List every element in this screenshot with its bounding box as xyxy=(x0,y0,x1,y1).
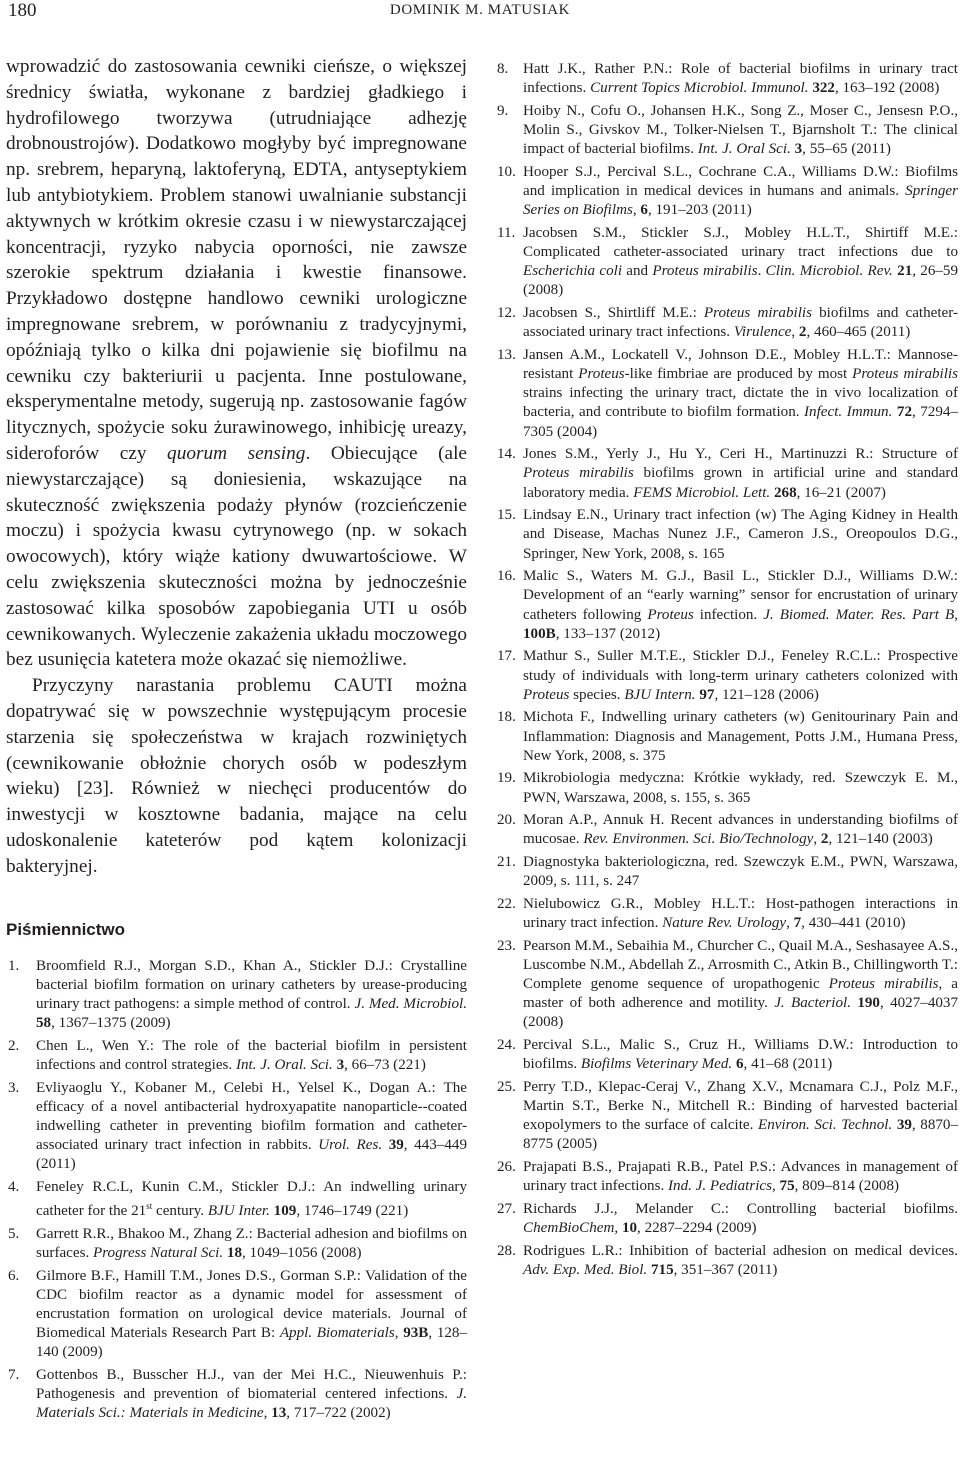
reference-text: Pearson M.M., Sebaihia M., Churcher C., Quail M.A., Seshasayee A.S., Luscombe N.M., Abdellah Z., Arrosmith C., Atkin B., Chillingworth T.: Complete genome sequence of uropathogenic Proteus mirabilis, a master of both adherence and motility. J. Bacteriol. 190, 4027–4037 (2008) xyxy=(523,937,959,1031)
paragraph-1: wprowadzić do zastosowania cewniki cieńsze, o większej średnicy światła, wykonane z bardziej gładkiego i hydrofilowego tworzywa (utrudniające adhezję drobnoustrojów). Dodatkowo mogłyby być impregnowane np. srebrem, heparyną, laktoferyną, EDTA, antyseptykiem lub antybiotykiem. Problem stanowi uwalnianie substancji aktywnych w krótkim okresie czasu i w niewystarczającej koncentracji, ryzyko nabycia oporności, nie zawsze szerokie spektrum działania i kwestie finansowe. Przykładowo dostępne handlowo cewniki urologiczne impregnowane srebrem, w porównaniu z tradycyjnymi, opóźniają tylko o kilka dni pojawienie się biofilmu na cewniku czy bakteriurii u pacjenta. Inne postulowane, eksperymentalne metody, sugerują np. zastosowanie fagów litycznych, spożycie soku żurawinowego, inhibicję ureazy, sideroforów czy quorum sensing. Obiecujące (ale niewystarczające) są doniesienia, wskazujące na skuteczność zwiększenia podaży płynów (rozcieńczenie moczu) i spożycia kwasu cytrynowego (np. w sokach owocowych), który wiąże kationy dwuwartościowe. W celu zwiększenia skuteczności można by jednocześnie zastosować kilka sposobów zapobiegania UTI u osób cewnikowanych. Wyleczenie zakażenia układu moczowego bez usunięcia katetera może okazać się niemożliwe. xyxy=(6,56,467,671)
reference-number: 12. xyxy=(497,305,516,321)
reference-text: Mikrobiologia medyczna: Krótkie wykłady, red. Szewczyk E. M., PWN, Warszawa, 2008, s. 155, s. 365 xyxy=(523,770,958,806)
reference-text: Percival S.L., Malic S., Cruz H., Williams D.W.: Introduction to biofilms. Biofilms Veterinary Med. 6, 41–68 (2011) xyxy=(523,1037,958,1073)
reference-number: 18. xyxy=(497,709,516,726)
reference-text: Mathur S., Suller M.T.E., Stickler D.J., Feneley R.C.L.: Prospective study of individuals with long-term urinary catheters colonized with Proteus species. BJU Intern. 97, 121–128 (2006) xyxy=(523,648,958,703)
reference-item xyxy=(497,853,958,891)
reference-text: Lindsay E.N., Urinary tract infection (w) The Aging Kidney in Health and Disease, Machas Nunez J.F., Cameron J.S., Oreopoulos D.G., Springer, New York, 2008, s. 165 xyxy=(523,507,958,562)
reference-item xyxy=(8,1267,467,1363)
reference-item xyxy=(497,224,958,301)
reference-item xyxy=(497,937,958,1033)
reference-text: Feneley R.C.L, Kunin C.M., Stickler D.J.: An indwelling urinary catheter for the 21st century. BJU Inter. 109, 1746–1749 (221) xyxy=(36,1178,467,1220)
reference-item xyxy=(497,346,958,442)
reference-item xyxy=(497,1078,958,1155)
reference-item xyxy=(497,445,958,503)
reference-number: 24. xyxy=(497,1037,516,1053)
reference-number: 19. xyxy=(497,770,516,787)
reference-number: 4. xyxy=(8,1178,20,1195)
reference-text: Michota F., Indwelling urinary catheters (w) Genitourinary Pain and Inflammation: Diagnosis and Management, Potts J.M., Humana Press, New York, 2008, s. 375 xyxy=(523,709,958,764)
reference-item xyxy=(497,163,958,221)
reference-number: 21. xyxy=(497,854,516,870)
reference-text: Jacobsen S., Shirtliff M.E.: Proteus mirabilis biofilms and catheter-associated urinary tract infections. Virulence, 2, 460–465 (2011) xyxy=(523,305,958,341)
reference-item xyxy=(497,708,958,766)
reference-number: 28. xyxy=(497,1242,516,1259)
reference-item xyxy=(497,1158,958,1196)
reference-number: 25. xyxy=(497,1078,516,1095)
reference-number: 5. xyxy=(8,1225,20,1242)
reference-text: Nielubowicz G.R., Mobley H.L.T.: Host-pathogen interactions in urinary tract infection. Nature Rev. Urology, 7, 430–441 (2010) xyxy=(523,895,958,931)
reference-number: 26. xyxy=(497,1159,516,1175)
reference-text: Gilmore B.F., Hamill T.M., Jones D.S., Gorman S.P.: Validation of the CDC biofilm reactor as a dynamic model for assessment of encrustation formation on urological device materials. Journal of Biomedical Materials Research Part B: Appl. Biomaterials, 93B, 128–140 (2009) xyxy=(36,1267,468,1361)
reference-list-right xyxy=(497,60,958,1280)
reference-item xyxy=(497,102,958,160)
reference-number: 9. xyxy=(497,102,509,119)
reference-text: Hooper S.J., Percival S.L., Cochrane C.A., Williams D.W.: Biofilms and implication in medical devices in humans and animals. Springer Series on Biofilms, 6, 191–203 (2011) xyxy=(523,163,958,219)
reference-text: Broomfield R.J., Morgan S.D., Khan A., Stickler D.J.: Crystalline bacterial biofilm formation on urinary catheters by urease-producing urinary tract pathogens: a simple method of control. J. Med. Microbiol. 58, 1367–1375 (2009) xyxy=(36,957,467,1032)
reference-text: Hatt J.K., Rather P.N.: Role of bacterial biofilms in urinary tract infections. Current Topics Microbiol. Immunol. 322, 163–192 (2008) xyxy=(523,61,958,97)
reference-number: 10. xyxy=(497,163,516,180)
reference-text: Garrett R.R., Bhakoo M., Zhang Z.: Bacterial adhesion and biofilms on surfaces. Progress Natural Sci. 18, 1049–1056 (2008) xyxy=(36,1225,467,1261)
references-heading: Piśmiennictwo xyxy=(6,919,126,939)
reference-number: 2. xyxy=(8,1037,20,1054)
body-text xyxy=(6,54,467,880)
reference-item xyxy=(8,1079,467,1175)
reference-text: Malic S., Waters M. G.J., Basil L., Stickler D.J., Williams D.W.: Development of an “early warning” sensor for encrustation of urinary catheters following Proteus infection. J. Biomed. Mater. Res. Part B, 100B, 133–137 (2012) xyxy=(523,568,959,642)
reference-number: 15. xyxy=(497,507,516,524)
reference-text: Hoiby N., Cofu O., Johansen H.K., Song Z., Moser C., Jensesn P.O., Molin S., Givskov M., Tolker-Nielsen T., Bjarnsholt T.: The clinical impact of bacterial biofilms. Int. J. Oral Sci. 3, 55–65 (2011) xyxy=(523,102,958,158)
reference-item xyxy=(8,1366,467,1424)
reference-number: 27. xyxy=(497,1200,516,1217)
reference-number: 16. xyxy=(497,568,516,585)
reference-item xyxy=(497,647,958,705)
reference-item xyxy=(497,769,958,807)
reference-item xyxy=(497,60,958,98)
running-head: DOMINIK M. MATUSIAK xyxy=(389,2,571,18)
reference-number: 7. xyxy=(8,1366,20,1383)
reference-number: 23. xyxy=(497,937,516,954)
reference-item xyxy=(497,506,958,564)
reference-item xyxy=(8,1225,467,1263)
reference-text: Jacobsen S.M., Stickler S.J., Mobley H.L.T., Shirtiff M.E.: Complicated catheter-associated urinary tract infections due to Escherichia coli and Proteus mirabilis. Clin. Microbiol. Rev. 21, 26–59 (2008) xyxy=(523,224,959,299)
left-column xyxy=(6,54,467,1427)
page-header xyxy=(0,0,960,30)
paragraph-2: Przyczyny narastania problemu CAUTI można dopatrywać się w powszechnie występującym procesie starzenia się społeczeństwa w krajach rozwiniętych (cewnikowanie obłożnie chorych osób w podeszłym wieku) [23]. Również w niechęci producentów do inwestycji w kosztowne badania, mające na celu udoskonalenie kateterów pod kątem kolonizacji bakteryjnej. xyxy=(6,675,467,877)
reference-number: 3. xyxy=(8,1079,20,1096)
reference-number: 1. xyxy=(8,957,20,974)
reference-number: 11. xyxy=(497,224,516,241)
reference-list-left xyxy=(8,957,467,1424)
reference-number: 13. xyxy=(497,346,516,363)
right-column xyxy=(497,60,958,1283)
reference-number: 22. xyxy=(497,895,516,912)
reference-number: 14. xyxy=(497,446,516,463)
reference-text: Evliyaoglu Y., Kobaner M., Celebi H., Yelsel K., Dogan A.: The efficacy of a novel antibacterial hydroxyapatite nanoparticle--coated indwelling catheter in preventing biofilm formation and catheter-associated urinary tract infection in rabbits. Urol. Res. 39, 443–449 (2011) xyxy=(36,1079,467,1173)
reference-number: 20. xyxy=(497,812,516,829)
reference-text: Gottenbos B., Busscher H.J., van der Mei H.C., Nieuwenhuis P.: Pathogenesis and prevention of biomaterial centered infections. J. Materials Sci.: Materials in Medicine, 13, 717–722 (2002) xyxy=(36,1366,467,1422)
reference-text: Richards J.J., Melander C.: Controlling bacterial biofilms. ChemBioChem, 10, 2287–2294 (2009) xyxy=(523,1200,958,1236)
reference-text: Rodrigues L.R.: Inhibition of bacterial adhesion on medical devices. Adv. Exp. Med. Biol. 715, 351–367 (2011) xyxy=(523,1242,958,1278)
reference-item xyxy=(8,957,467,1034)
reference-item xyxy=(497,895,958,933)
reference-text: Jones S.M., Yerly J., Hu Y., Ceri H., Martinuzzi R.: Structure of Proteus mirabilis biofilms grown in artificial urine and standard laboratory media. FEMS Microbiol. Lett. 268, 16–21 (2007) xyxy=(523,446,958,501)
reference-text: Jansen A.M., Lockatell V., Johnson D.E., Mobley H.L.T.: Mannose-resistant Proteus-like fimbriae are produced by most Proteus mirabilis strains infecting the urinary tract, dictate the in vivo localization of bacteria, and contribute to biofilm formation. Infect. Immun. 72, 7294–7305 (2004) xyxy=(523,346,958,440)
reference-item xyxy=(8,1037,467,1075)
reference-item xyxy=(497,567,958,644)
reference-item xyxy=(497,811,958,849)
reference-item xyxy=(497,304,958,342)
reference-text: Chen L., Wen Y.: The role of the bacterial biofilm in persistent infections and control strategies. Int. J. Oral. Sci. 3, 66–73 (221) xyxy=(36,1037,467,1073)
reference-item xyxy=(8,1178,467,1221)
reference-number: 8. xyxy=(497,61,509,77)
reference-text: Perry T.D., Klepac-Ceraj V., Zhang X.V., Mcnamara C.J., Polz M.F., Martin S.T., Berke N., Mitchell R.: Binding of harvested bacterial exopolymers to the surface of calcite. Environ. Sci. Technol. 39, 8870–8775 (2005) xyxy=(523,1078,958,1153)
reference-text: Prajapati B.S., Prajapati R.B., Patel P.S.: Advances in management of urinary tract infections. Ind. J. Pediatrics, 75, 809–814 (2008) xyxy=(523,1159,958,1195)
reference-number: 17. xyxy=(497,648,516,665)
reference-text: Moran A.P., Annuk H. Recent advances in understanding biofilms of mucosae. Rev. Environmen. Sci. Bio/Technology, 2, 121–140 (2003) xyxy=(523,812,958,848)
quorum-sensing-term: quorum sensing xyxy=(167,442,306,464)
reference-text: Diagnostyka bakteriologiczna, red. Szewczyk E.M., PWN, Warszawa, 2009, s. 111, s. 247 xyxy=(523,854,958,890)
reference-number: 6. xyxy=(8,1267,20,1284)
reference-item xyxy=(497,1036,958,1074)
reference-item xyxy=(497,1200,958,1238)
page-number: 180 xyxy=(8,0,37,21)
reference-item xyxy=(497,1242,958,1280)
